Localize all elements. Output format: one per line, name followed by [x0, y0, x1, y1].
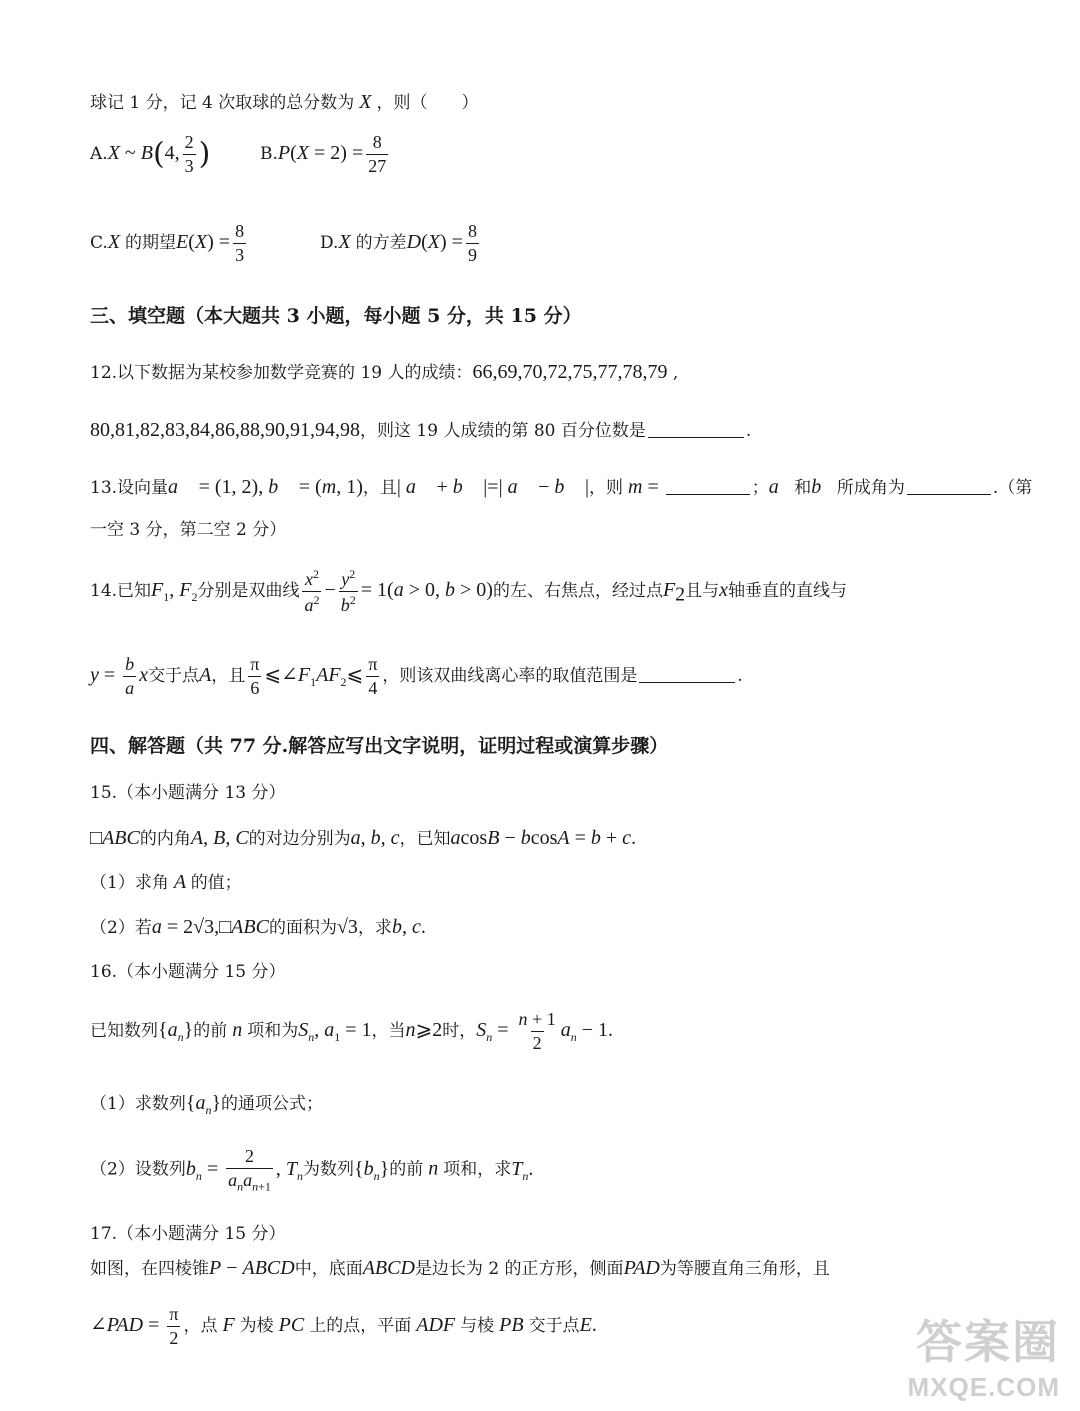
q12-line1: 12.以下数据为某校参加数学竞赛的 19 人的成绩：66,69,70,72,75,77,78,79 ,	[90, 361, 679, 383]
q11-option-a: A.X ~ B(4, $\frac{2}{3}$ )	[90, 132, 211, 176]
section-heading-fill-in: 三、填空题（本大题共 3 小题，每小题 5 分，共 15 分）	[90, 305, 582, 327]
q11-tail: 球记 1 分，记 4 次取球的总分数为 X ，则（ ）	[90, 91, 479, 113]
q14-line2: y = $\frac{b}{a}$ x交于点A，且 $\frac{\pi}{6}$ $⩽\angle F_1AF_2⩽$ $\frac{\pi}{4}$ ，则该双曲线离心率的取值范围是 .	[90, 654, 743, 698]
q13-line1: 13.设向量a⃗ = (1, 2), b⃗ = (m, 1)，且| a⃗ + b⃗ |=| a⃗ − b⃗ |，则 m = ；a⃗和b⃗所成角为 .（第	[90, 476, 1033, 498]
q17-line1: 如图，在四棱锥P − ABCD中，底面ABCD是边长为 2 的正方形，侧面PAD为等腰直角三角形，且	[90, 1257, 830, 1279]
q15-part2: （2）若a = 2√3,□ABC的面积为√3，求b, c.	[90, 916, 426, 938]
q16-title: 16.（本小题满分 15 分）	[90, 962, 286, 982]
q12-line2: 80,81,82,83,84,86,88,90,91,94,98，则这 19 人成绩的第 80 百分位数是 .	[90, 419, 752, 441]
q11-option-c: C.X 的期望E(X) = $\frac{8}{3}$	[90, 221, 245, 265]
q17-title: 17.（本小题满分 15 分）	[90, 1224, 286, 1244]
section-heading-solutions: 四、解答题（共 77 分.解答应写出文字说明，证明过程或演算步骤）	[90, 735, 669, 757]
q13-line2: 一空 3 分，第二空 2 分）	[90, 520, 287, 540]
q15-title: 15.（本小题满分 13 分）	[90, 783, 286, 803]
q15-part1: （1）求角 A 的值；	[90, 871, 242, 893]
watermark-logo: 答案圈 MXQE.COM	[907, 1315, 1060, 1402]
q17-line2: ∠PAD = $\frac{\pi}{2}$ ，点 F 为棱 PC 上的点，平面 ADF 与棱 PB 交于点E.	[90, 1304, 597, 1348]
q11-option-d: D.X 的方差D(X) = $\frac{8}{9}$	[320, 221, 477, 265]
q16-part2: （2）设数列$b_n$ = $\frac{2}{a_na_{n+1}}$ , $T_n$为数列$\{b_n\}$的前 n 项和，求$T_n$.	[90, 1146, 534, 1194]
q15-stem: □ABC的内角A, B, C的对边分别为a, b, c，已知acosB − bcosA = b + c.	[90, 827, 637, 849]
q16-stem: 已知数列$\{a_n\}$的前 n 项和为$S_n$, $a_1 = 1$，当n⩾2时，$S_n$ = $\frac{n + 1}{2}$ $a_n - 1$.	[90, 1009, 613, 1053]
q14-line1: 14.已知$F_1$, $F_2$分别是双曲线 $\frac{x^2}{a^2}$ − $\frac{y^2}{b^2}$ = 1(a > 0, b > 0)的左、右焦点，经过点$F_2$且与x轴垂直的直线与	[90, 567, 848, 615]
q16-part1: （1）求数列$\{a_n\}$的通项公式；	[90, 1092, 324, 1117]
q11-option-b: B.P(X = 2) = $\frac{8}{27}$	[260, 132, 387, 176]
